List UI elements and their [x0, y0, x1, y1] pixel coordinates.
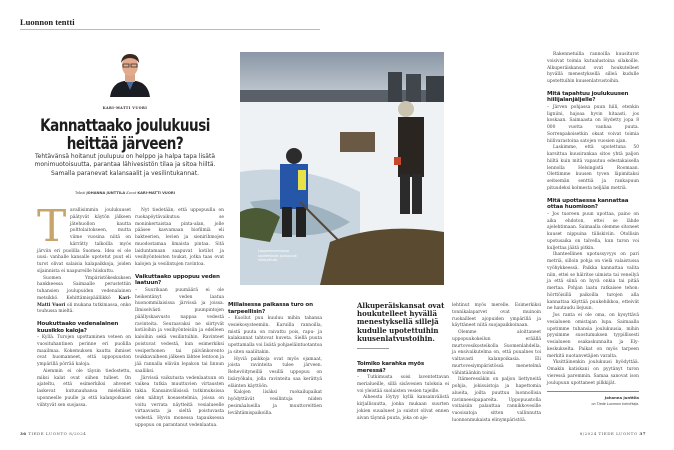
- paragraph: – Jos tuoreen puun upottaa, paino on aika ehdoton, ettei se lähde ajelehtimaan. Saimaalla olemme sitoneet kuuset nippuina tiiliskiviin. Otollisin upotusaika on talvella, kun turon voi kuljettaa jäätä pitkin.: [547, 211, 639, 251]
- section-title: Luonnon tentti: [20, 17, 75, 27]
- paragraph: – Tutkimusta soisi laventettavan merialueille, sillä sisävesien tuloksia ei voi yleistää suolaisten vesien tajeille.: [357, 375, 449, 394]
- photo-author: KARI-MATTI VUORI: [137, 191, 175, 195]
- signature-name: Johanna Junttila: [604, 395, 639, 401]
- title-line-2: heittää järveen?: [66, 134, 184, 153]
- paragraph: – Kyllä. Turojen upottaminen veteen on vuosituhantinen perinne eri puolilla maailmaa. Kokemuksen kautta ihmiset ovat huomanneet, että uppopuuston ympärillä pörrää kaloja.: [37, 335, 131, 368]
- column-6: [547, 52, 639, 422]
- question-heading: Houkuttaako vedenalainen kuusikko kaloja?: [37, 321, 119, 334]
- paragraph: Aiemmin ei ole täysin tiedostettu, miksi kalat ovat siihen tulleet. On ajateltu, että esimerkiksi ahvenet laskevat kutunauhansa mielellään uponneelle puulle ja että kalanpoikaset viihtyvät sen suojassa.: [37, 368, 131, 408]
- article-title: [27, 117, 224, 153]
- credits: [20, 191, 230, 195]
- title-line-1: Kannattaako joulukuusi: [40, 116, 210, 135]
- question-heading: Mitä tapahtuu joulukuusen hiilijalanjäljelle?: [547, 90, 629, 104]
- column-2: [135, 208, 224, 428]
- column-4: [357, 361, 449, 423]
- signature: [547, 395, 639, 407]
- column-3: [228, 302, 322, 427]
- signature-role: on Tiede Luonnon toimittaja.: [591, 402, 639, 407]
- paragraph: Ihanteellinen upotussyvyys on pari metriä, silloin pohja on vielä valaistussa vyöhykkeessä. Paikka kannattaa valita niin, ettei se häiritse uimista tai veneilyä ja että siinä on hyvä onkia tai pitää mertaa. Pohjan laatu ratkaisee tehon: hörttöisillä paikoilla turojen alla kannattaa käyttää puukehikkoa, etteivät ne hautaudu liejuun.: [547, 252, 639, 312]
- magazine-issue: TIEDE LUONTO 8/2024: [28, 431, 87, 436]
- column-5: [452, 303, 541, 425]
- paragraph: Hyviä paikkoja ovat myös ojamaat, joista ravinteita tulee järveen. Rehevöityneillä vesillä uppopuu on lisäryökalu, jolla ravinteita saa kerättyä eläinten käyttöön.: [228, 356, 322, 389]
- paragraph: – Järven pohjassa puun hiili, etenkin ligniini, hajoaa hyvin hitaasti, jos koskaan. Saimaasta on löydetty jopa 8 000 vuotta vanhaa puuta. Sorrenpakoisetkin oksat voivat toimia hiilivarastoina satojen vuosien ajan.: [547, 104, 639, 144]
- paragraph: Rakennetuilla rannoilla kuusiturot voisivat toimia kutualustoina silakoille. Alkuperäiskansat ovat houkutelleet hyvällä menestyksellä silleä kudulle upotettuihin kuusenlatvustoihin.: [547, 52, 639, 84]
- paragraph: avallisimmin joulukuuset päätyvät käytön jälkeen jätehuollon kautta polttolaitokseen, mutta viime vuosina niitä on kärrätty talkoilla myös järviin eri puolilla Suomea. Idea ei ole uusi: vanhalle kansalle upotetut puut eli turot olivat salaisia kalapaikkoja, joiden sijainnista ei naapureille hiiskuttu.: [37, 208, 131, 274]
- author-byline: KARI-MATTI VUORI: [102, 106, 148, 110]
- question-heading: Toimiko karahka myös meressä?: [357, 361, 425, 374]
- magazine-issue: 8/2024 TIEDE LUONTO: [579, 431, 638, 436]
- paragraph: Olemme aloittaneet uppopuukokeilun eräällä murtovesikosteikolla Suomenlahdella, ja ensivaikutelma on, että puualnes toi valtavasti kalanpoikasia. Eli murtovesiympäristössä menetelmä vähintäänkin toimii.: [452, 330, 541, 376]
- paragraph: Jos ranta ei ole oma, on kysyttävä vesialueen omistajan lupa. Saimaalla upotimme tuhansia joulukuusia, mihin pyysimme suostumuksen tyypillisesti vesialueen osakaskunnalta ja Ely-keskukselta. Paikat on myös tarpeen merkitä nuotanvetäjien varalta.: [547, 313, 639, 359]
- photo-caption: Lappeenrannassa upotettavat joulupuut: rotaryklubi.: [258, 249, 298, 263]
- paragraph: lehtinut myös merelle. Esimerkiksi tonnikalaparvet ovat muinoin ruokailleet ajopuiden ympärillä ja käyttäneet niitä suojapaikkoinaan.: [452, 303, 541, 329]
- paragraph: Aiheesta löytyy kyllä kansainvälistä kirjallisuutta, jonka mukaan suurten jokien suualueet ja suistot olivat ennen aivan täynnä puuta, joka on aje-: [357, 395, 449, 421]
- page-number: 37: [639, 431, 646, 436]
- paragraph: Yksittäinenkin joulukuusi hyödyttää. Omakin katiskani on pyytänyt turon vieressä paremmin. Samaa sanovat ison joulupuun upottaneet pilkkijät.: [547, 360, 639, 386]
- column-1: [37, 201, 132, 423]
- paragraph: – Kuollut puu kuuluu mihin tahansa vesiekosysteemiin. Karuilla rannoilla, mistä puuta on raivattu pois, rapu- ja kalakannat tahtovat huveta. Siellä puuta upottamalla voi lisätä pohjaeläintuotantoa ja siten saaliitakin.: [228, 316, 322, 355]
- page-number: 36: [20, 431, 27, 436]
- text: Suomen Ympäristökeskuksen hankkeessa Saimaalle perustettiin tuhansien joulupuiden vedenalainen metsikkö. Kehittämispäällikkö: [37, 275, 131, 301]
- question-heading: Vaikuttaako uppopuu veden laatuun?: [135, 273, 220, 287]
- signature-rule: [547, 391, 639, 392]
- question-heading: Mitä upottaessa kannattaa ottaa huomioon?: [547, 197, 629, 211]
- paragraph: Laskimme, että upotettuna 50 karsittua kuusirankaa sitoo yhtä paljon hiiltä kuin mitä vapautuu edestakaisella lennolla Helsingistä Roomaan. Olettimme kuusen tyven läpimitaksi seitsemän senttiä ja rankapuun pituudeksi kolmesta neljään metriä.: [547, 145, 639, 191]
- person-name: Kari-Matti Vuori: [37, 295, 131, 308]
- question-heading: Millaisessa paikassa turo on tarpeellisin?: [228, 302, 313, 315]
- text-label: Teksti: [74, 191, 86, 195]
- paragraph: Järvissä vaikutusta vedenlaatuun on vaikea tutkia muuttuvien virtausten takia. Kansainvälisissä tutkimuksissa olen nähnyt koeasetelmia, joissa on voitu verrata näytteitä vesialueelle virtaavasta ja sieltä poistuvasta vedestä. Hyvin monessa tapauksessa uppopuu on parantanut vedenlaatua.: [135, 375, 224, 428]
- paragraph: [37, 276, 131, 317]
- photo-label: Kuvat: [126, 191, 137, 195]
- author-portrait: [106, 50, 154, 97]
- text-author: JOHANNA JUNTTILA: [86, 191, 126, 195]
- paragraph: Kalojen lisäksi ruokailupaikat hyödyttävät vesilintuja niiden pesimäalueilla ja muuttoreittien levähtämispaikoilla.: [228, 390, 322, 416]
- header-rule: [20, 29, 320, 30]
- pull-quote: Alkuperäiskansat ovat houkutelleet hyvällä menestyksellä sillejä kudulle upotettuihin kuusenlatvustoihin.: [357, 301, 445, 343]
- paragraph: Itämeressäkin on paljon liettyneitä pohjia, jokisuistoja ja hapettomia alueita, joilta puuttuu luonnollisia ravinneesipapareita. Uppopuustolla voitaisiin palauttaa rannikkovesille vuosisatoja sitten vallinnutta luonnonmukaista elinympäristöä.: [452, 377, 541, 423]
- text: oli mukana tutkimassa, onko touhussa mieltä.: [37, 302, 132, 315]
- paragraph: Nyt tiedetään, että uppopuulla on ruokapöytävaikutus: se moninkertaistaa pinta-alan, jolle pääsee kasvamaan biofilmiä eli bakteerien, levien ja sienirihmojen muodostamaa limaista pintaa. Sitä laiduntamaan saapuvat kotilot ja vesihyönteisten toukat, jotka taas ovat kalojen ja vesilintujen ravintoa.: [135, 208, 224, 267]
- paragraph: – Suurikaan puumäärä ei ole heikentänyt veden laatua huonommilaisissa järvissä ja joissa. Ilmiselvästi puunpintojen päällyskasvusto nappaa vedestä ravinteita. Seuraavaksi ne siirtyvät kotiloihin ja vesihyönteisiin ja edelleen kaloihin sekä vesilintuihin. Ravinteet poistuvat vedestä, kun esimerkiksi vesiperhonen tai päivänkorento toukkavaiheen jälkeen lähtee lentoon ja jää rannalla elävän lepakon tai linnun saaliiksi.: [135, 287, 224, 374]
- pull-quote-rule: [357, 348, 389, 349]
- article-deck: Tehtävänsä hoitanut joulupuu on helppo ja halpa tapa lisätä monimuotoisuutta, parantaa lähivesistön tilaa ja sitoa hiiltä. Samalla paranevat kalansaalit ja vesilintukannat.: [34, 153, 216, 177]
- footer-right: [580, 431, 646, 436]
- footer-left: [20, 431, 86, 436]
- drop-cap: T: [37, 201, 67, 252]
